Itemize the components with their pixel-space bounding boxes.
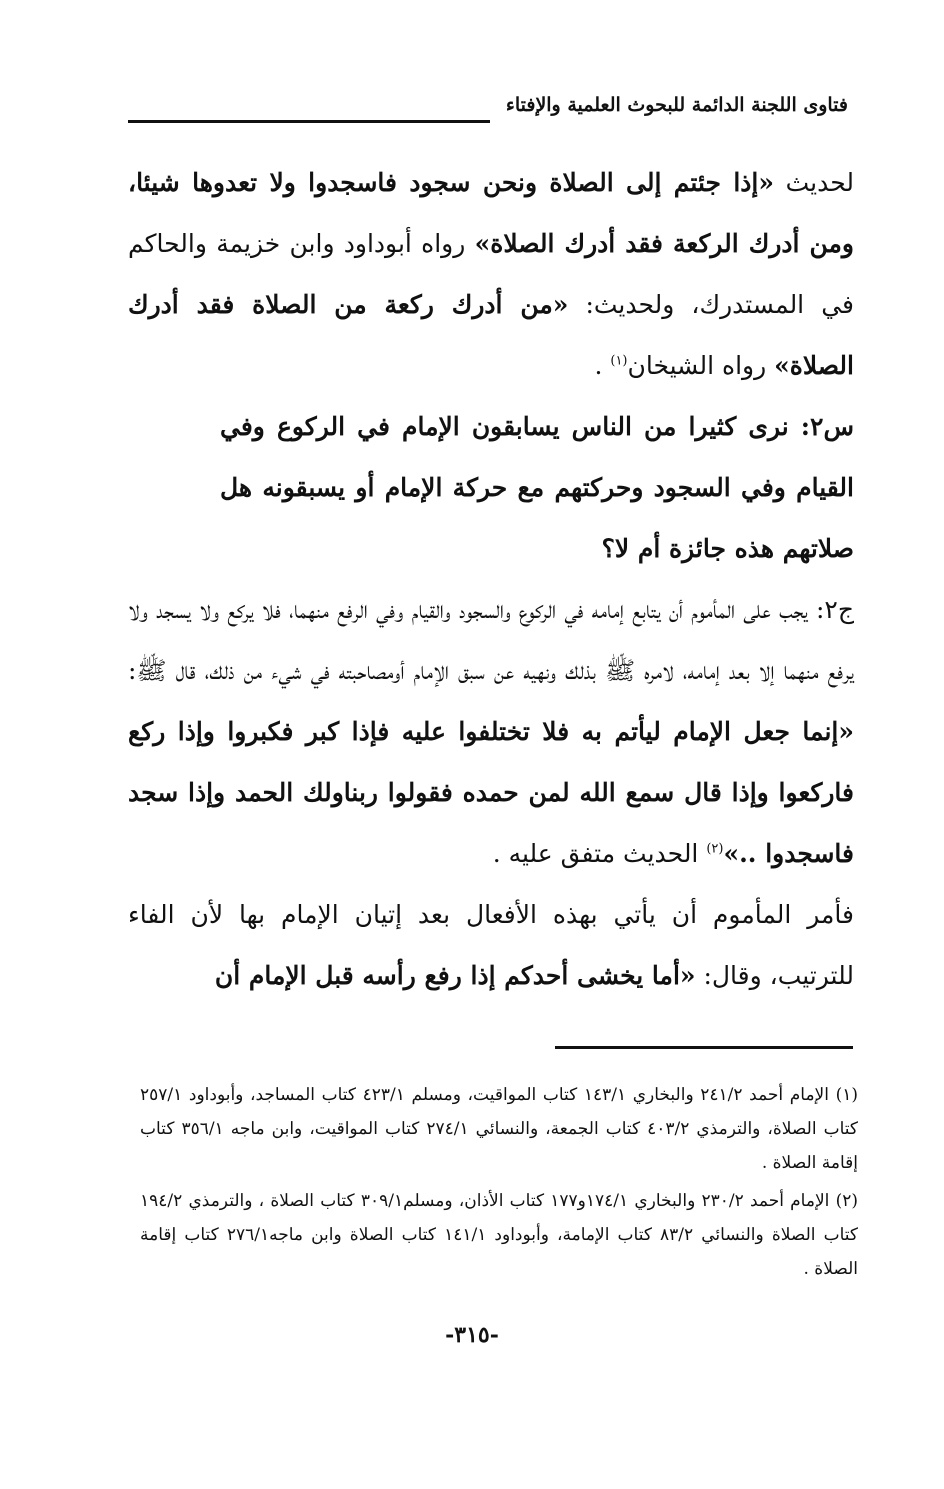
header-title: فتاوى اللجنة الدائمة للبحوث العلمية والإفتاء xyxy=(505,94,848,116)
footnote-2: (٢) الإمام أحمد ٢٣٠/٢ والبخاري ١٧٤/١و١٧٧ كتاب الأذان، ومسلم٣٠٩/١ كتاب الصلاة ، والترمذي ١٩٤/٢ كتاب الصلاة والنسائي ٨٣/٢ كتاب الإمامة، وأبوداود ١٤١/١ كتاب الصلاة وابن ماجه٢٧٦/١ كتاب إقامة الصلاة . xyxy=(140,1191,859,1279)
text-run: ج٢: يجب على المأموم أن يتابع إمامه في الركوع والسجود والقيام وفي الرفع منهما، فلا يركع ولا يسجد ولا يرفع منهما إلا بعد إمامه، لامره ﷺ بذلك ونهيه عن سبق الإمام أومصاحبته في شيء من ذلك، قال ﷺ: xyxy=(128,595,854,685)
hadith-quote: «أما يخشى أحدكم إذا رفع رأسه قبل الإمام أن xyxy=(214,961,696,990)
question-paragraph: س٢: نرى كثيرا من الناس يسابقون الإمام في الركوع وفي القيام وفي السجود وحركتهم مع حركة الإمام أو يسبقونه هل صلاتهم هذه جائزة أم لا؟ xyxy=(220,412,854,563)
footnote-1: (١) الإمام أحمد ٢٤١/٢ والبخاري ١٤٣/١ كتاب المواقيت، ومسلم ٤٢٣/١ كتاب المساجد، وأبوداود ٢٥٧/١ كتاب الصلاة، والترمذي ٤٠٣/٢ كتاب الجمعة، والنسائي ٢٧٤/١ كتاب المواقيت، وابن ماجه ٣٥٦/١ كتاب إقامة الصلاة . xyxy=(140,1085,859,1173)
footnote-ref: (٢) xyxy=(706,841,724,857)
text-run: رواه الشيخان xyxy=(627,351,775,380)
paragraph-continuation xyxy=(128,884,854,1006)
footnote-separator xyxy=(555,1046,853,1049)
text-run: فأمر المأموم أن يأتي بهذه الأفعال بعد إتيان الإمام بها لأن الفاء للترتيب، وقال: xyxy=(128,900,854,990)
text-run: لحديث xyxy=(774,168,854,197)
header-rule xyxy=(128,120,490,123)
answer-paragraph xyxy=(128,579,854,884)
paragraph-hadith-citation xyxy=(128,152,854,396)
main-text xyxy=(128,152,854,1006)
running-header xyxy=(128,92,848,132)
text-run: رواه أبوداود وابن خزيمة والحاكم في المستدرك، ولحديث: xyxy=(128,229,854,319)
hadith-quote: «إنما جعل الإمام ليأتم به فلا تختلفوا عليه فإذا كبر فكبروا وإذا ركع فاركعوا وإذا قال سمع الله لمن حمده فقولوا ربناولك الحمد وإذا سجد فاسجدوا ..» xyxy=(128,717,854,868)
hadith-quote: «من أدرك ركعة من الصلاة فقد أدرك الصلاة» xyxy=(128,290,854,380)
footnotes xyxy=(140,1078,858,1290)
text-run: . xyxy=(594,351,611,380)
footnote-ref: (١) xyxy=(610,353,628,369)
hadith-quote: «إذا جئتم إلى الصلاة ونحن سجود فاسجدوا ولا تعدوها شيئا، ومن أدرك الركعة فقد أدرك الصلاة» xyxy=(128,168,854,258)
page-number: -٣١٥- xyxy=(445,1322,499,1348)
text-run: الحديث متفق عليه . xyxy=(492,839,707,868)
